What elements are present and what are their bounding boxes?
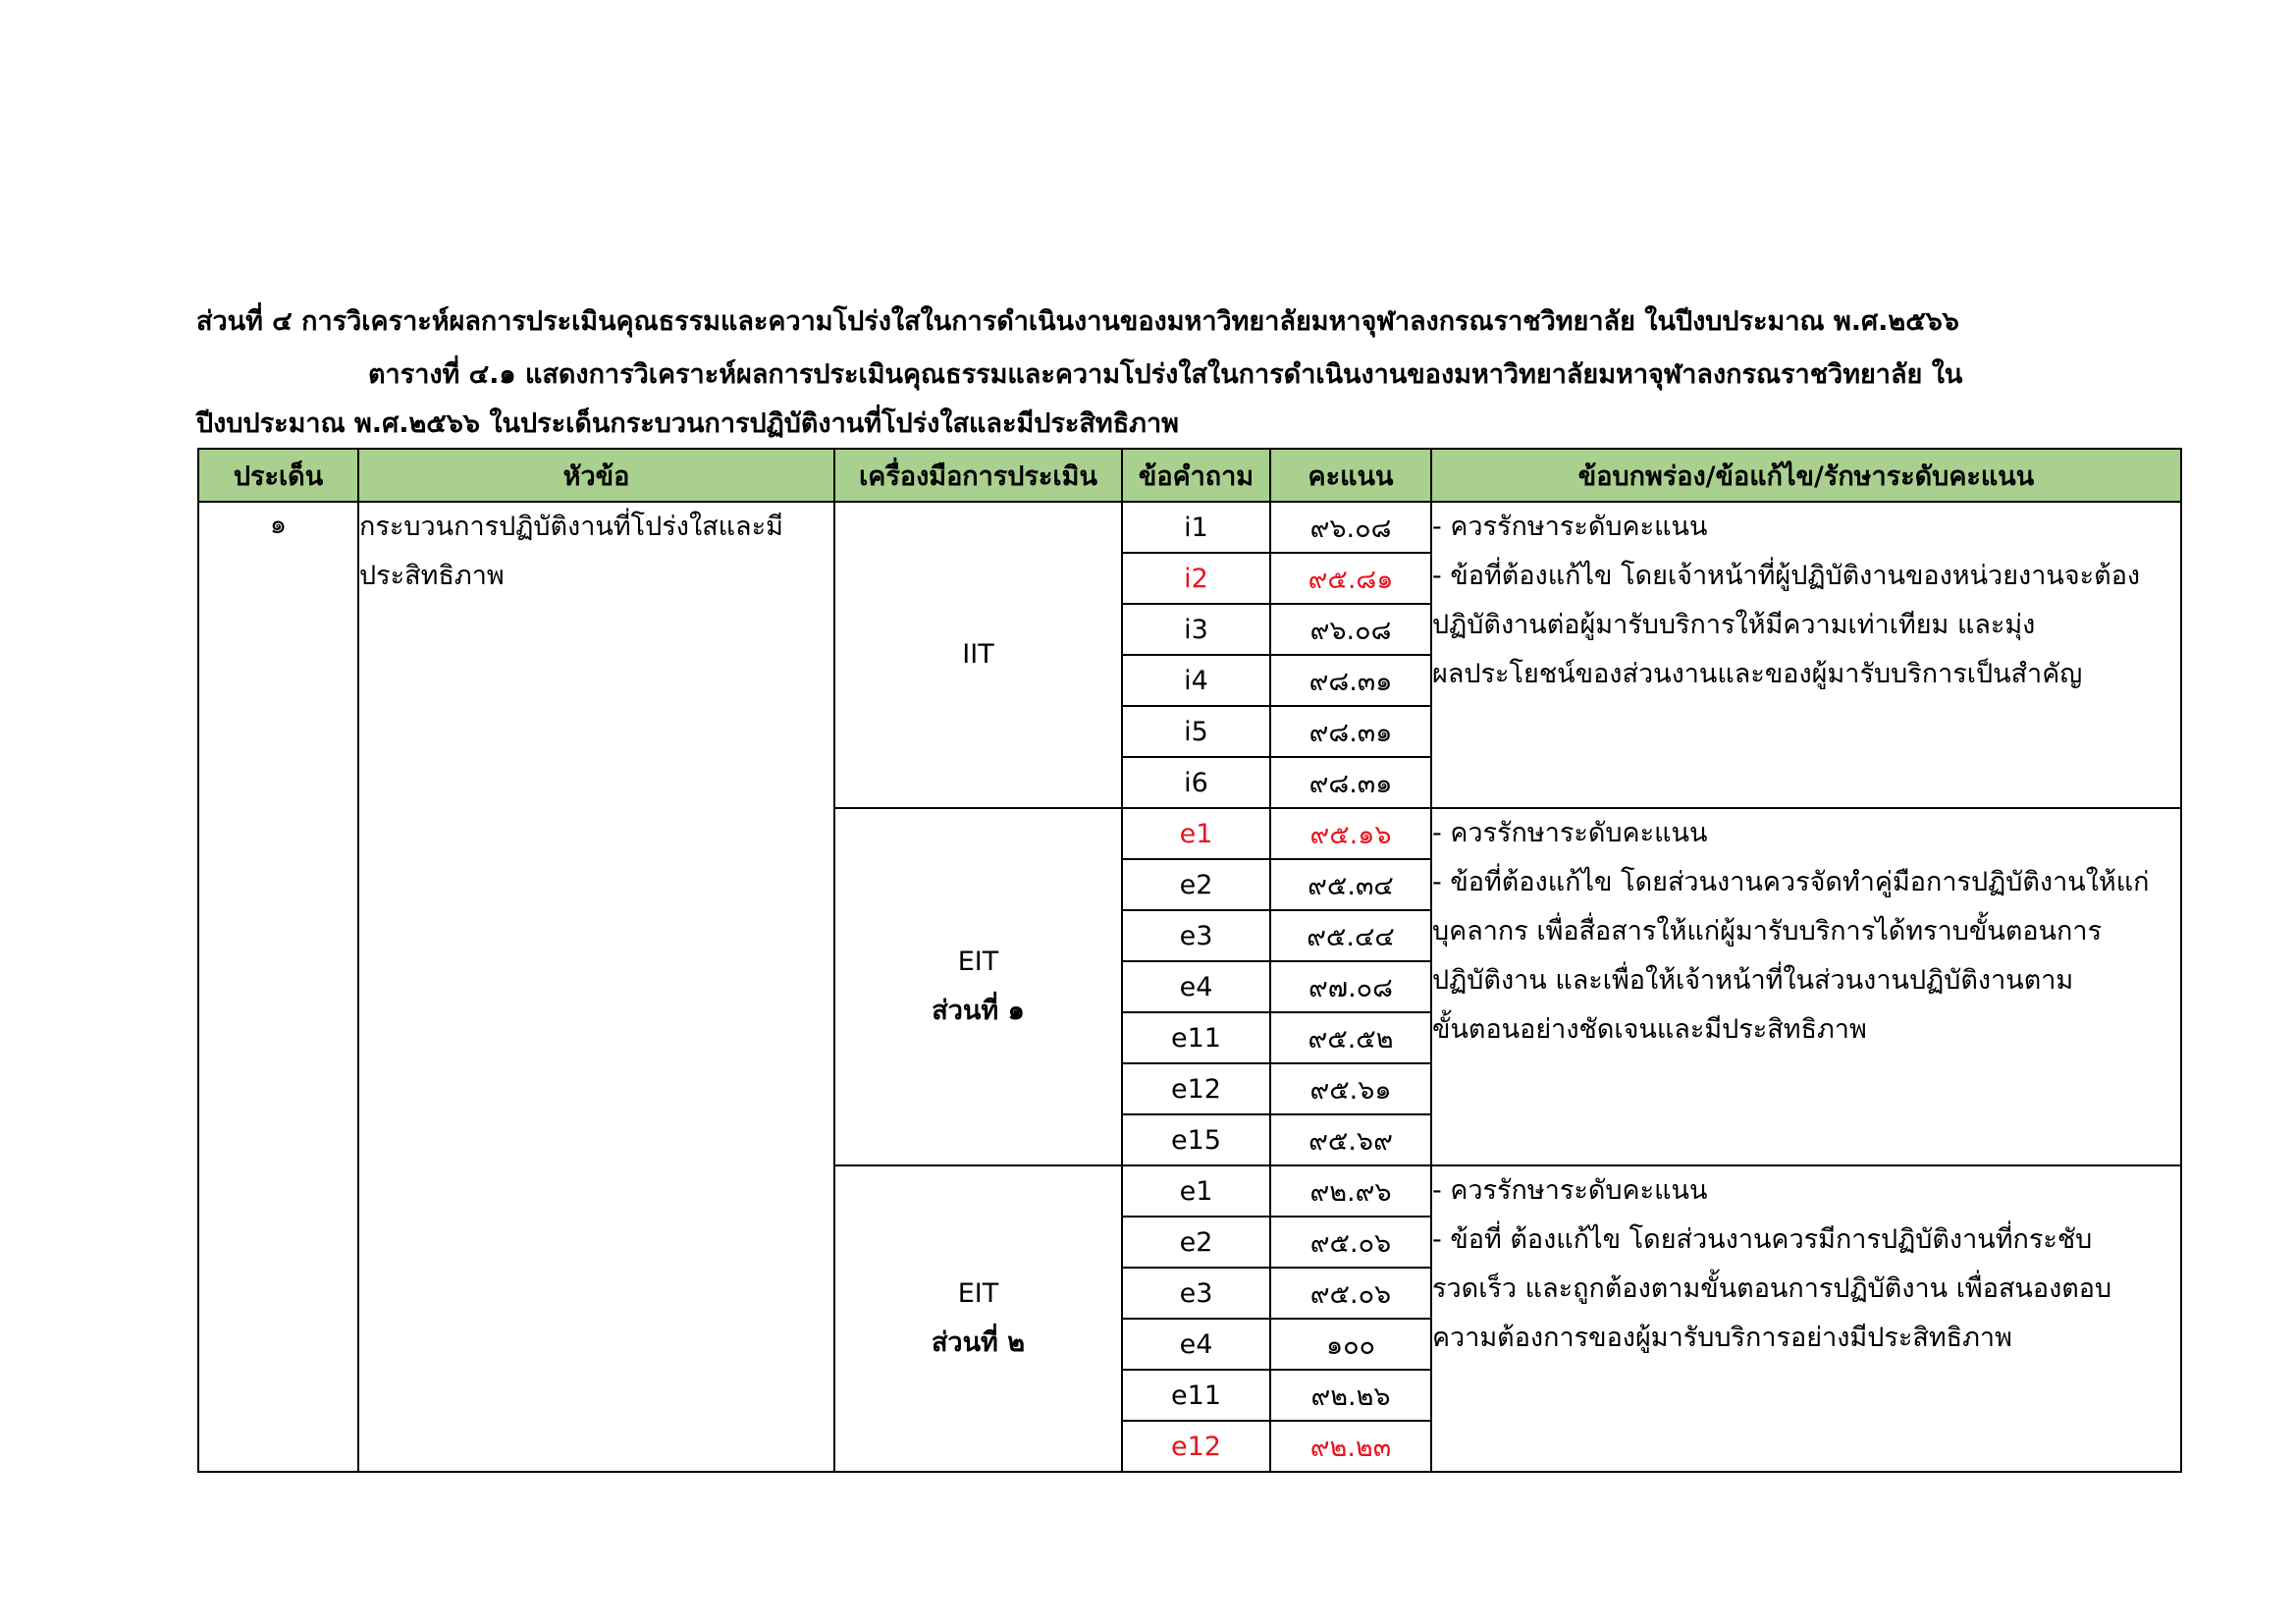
question-code: e4 [1122,1319,1270,1370]
score-value: ๙๕.๓๔ [1270,859,1431,910]
question-code: e2 [1122,1217,1270,1268]
tool-cell [834,808,1122,1165]
score-value: ๙๕.๐๖ [1270,1268,1431,1319]
question-code: i1 [1122,502,1270,553]
note-cell [1431,808,2181,1165]
header-note: ข้อบกพร่อง/ข้อแก้ไข/รักษาระดับคะแนน [1431,449,2181,502]
question-code: i4 [1122,655,1270,706]
score-value: ๙๒.๒๓ [1270,1421,1431,1472]
issue-number: ๑ [198,502,358,1472]
question-code: e11 [1122,1012,1270,1063]
note-line: รวดเร็ว และถูกต้องตามขั้นตอนการปฏิบัติงาน เพื่อสนองตอบ [1432,1273,2112,1304]
question-code: i6 [1122,757,1270,808]
score-value: ๙๕.๑๖ [1270,808,1431,859]
header-topic: หัวข้อ [358,449,834,502]
header-tool: เครื่องมือการประเมิน [834,449,1122,502]
tool-part: ส่วนที่ ๑ [932,996,1025,1026]
score-value: ๙๗.๐๘ [1270,961,1431,1012]
header-issue: ประเด็น [198,449,358,502]
note-line: ปฏิบัติงานต่อผู้มารับบริการให้มีความเท่าเทียม และมุ่ง [1432,610,2036,640]
note-line: บุคลากร เพื่อสื่อสารให้แก่ผู้มารับบริการได้ทราบขั้นตอนการ [1432,916,2103,947]
score-value: ๙๒.๙๖ [1270,1165,1431,1217]
table-caption-line-1: ตารางที่ ๔.๑ แสดงการวิเคราะห์ผลการประเมินคุณธรรมและความโปร่งใสในการดำเนินงานของมหาวิทยาลัยมหาจุฬาลงกรณราชวิทยาลัย ใน [368,359,1963,390]
note-line: - ข้อที่ ต้องแก้ไข โดยส่วนงานควรมีการปฏิบัติงานที่กระชับ [1432,1224,2093,1255]
note-line: ปฏิบัติงาน และเพื่อให้เจ้าหน้าที่ในส่วนงานปฏิบัติงานตาม [1432,965,2074,996]
question-code: i5 [1122,706,1270,757]
score-value: ๙๘.๓๑ [1270,655,1431,706]
question-code: e1 [1122,1165,1270,1217]
question-code: e15 [1122,1114,1270,1165]
question-code: e2 [1122,859,1270,910]
question-code: e12 [1122,1421,1270,1472]
score-value: ๙๕.๖๑ [1270,1063,1431,1114]
score-value: ๙๒.๒๖ [1270,1370,1431,1421]
question-code: e3 [1122,1268,1270,1319]
question-code: e3 [1122,910,1270,961]
score-value: ๙๕.๐๖ [1270,1217,1431,1268]
score-value: ๙๖.๐๘ [1270,604,1431,655]
score-value: ๙๕.๖๙ [1270,1114,1431,1165]
note-line: - ข้อที่ต้องแก้ไข โดยเจ้าหน้าที่ผู้ปฏิบัติงานของหน่วยงานจะต้อง [1432,561,2141,591]
note-line: ขั้นตอนอย่างชัดเจนและมีประสิทธิภาพ [1432,1014,1867,1045]
note-line: - ควรรักษาระดับคะแนน [1432,1175,1708,1206]
question-code: e1 [1122,808,1270,859]
table-header-row [198,449,2181,502]
question-code: i3 [1122,604,1270,655]
note-line: - ควรรักษาระดับคะแนน [1432,512,1708,542]
note-line: - ควรรักษาระดับคะแนน [1432,818,1708,848]
note-line: ผลประโยชน์ของส่วนงานและของผู้มารับบริการเป็นสำคัญ [1432,659,2083,689]
note-line: ความต้องการของผู้มารับบริการอย่างมีประสิทธิภาพ [1432,1323,2012,1353]
topic-text: กระบวนการปฏิบัติงานที่โปร่งใสและมีประสิทธิภาพ [358,502,834,1472]
question-code: e4 [1122,961,1270,1012]
note-line: - ข้อที่ต้องแก้ไข โดยส่วนงานควรจัดทำคู่มือการปฏิบัติงานให้แก่ [1432,867,2150,897]
note-cell [1431,1165,2181,1472]
score-value: ๙๖.๐๘ [1270,502,1431,553]
score-value: ๑๐๐ [1270,1319,1431,1370]
score-value: ๙๘.๓๑ [1270,757,1431,808]
question-code: i2 [1122,553,1270,604]
score-value: ๙๕.๘๑ [1270,553,1431,604]
tool-part: ส่วนที่ ๒ [931,1327,1026,1358]
question-code: e11 [1122,1370,1270,1421]
table-row [198,502,2181,553]
header-score: คะแนน [1270,449,1431,502]
tool-name: EIT [957,947,999,977]
tool-cell [834,1165,1122,1472]
table-caption-line-2: ปีงบประมาณ พ.ศ.๒๕๖๖ ในประเด็นกระบวนการปฏิบัติงานที่โปร่งใสและมีประสิทธิภาพ [196,408,1179,439]
score-value: ๙๘.๓๑ [1270,706,1431,757]
header-question: ข้อคำถาม [1122,449,1270,502]
tool-name: EIT [957,1278,999,1309]
tool-cell [834,502,1122,808]
section-heading: ส่วนที่ ๔ การวิเคราะห์ผลการประเมินคุณธรรมและความโปร่งใสในการดำเนินงานของมหาวิทยาลัยมหาจุฬาลงกรณราชวิทยาลัย ในปีงบประมาณ พ.ศ.๒๕๖๖ [196,306,1959,337]
score-value: ๙๕.๕๒ [1270,1012,1431,1063]
evaluation-table [197,448,2182,1473]
question-code: e12 [1122,1063,1270,1114]
score-value: ๙๕.๔๔ [1270,910,1431,961]
note-cell [1431,502,2181,808]
tool-name: IIT [962,639,994,670]
